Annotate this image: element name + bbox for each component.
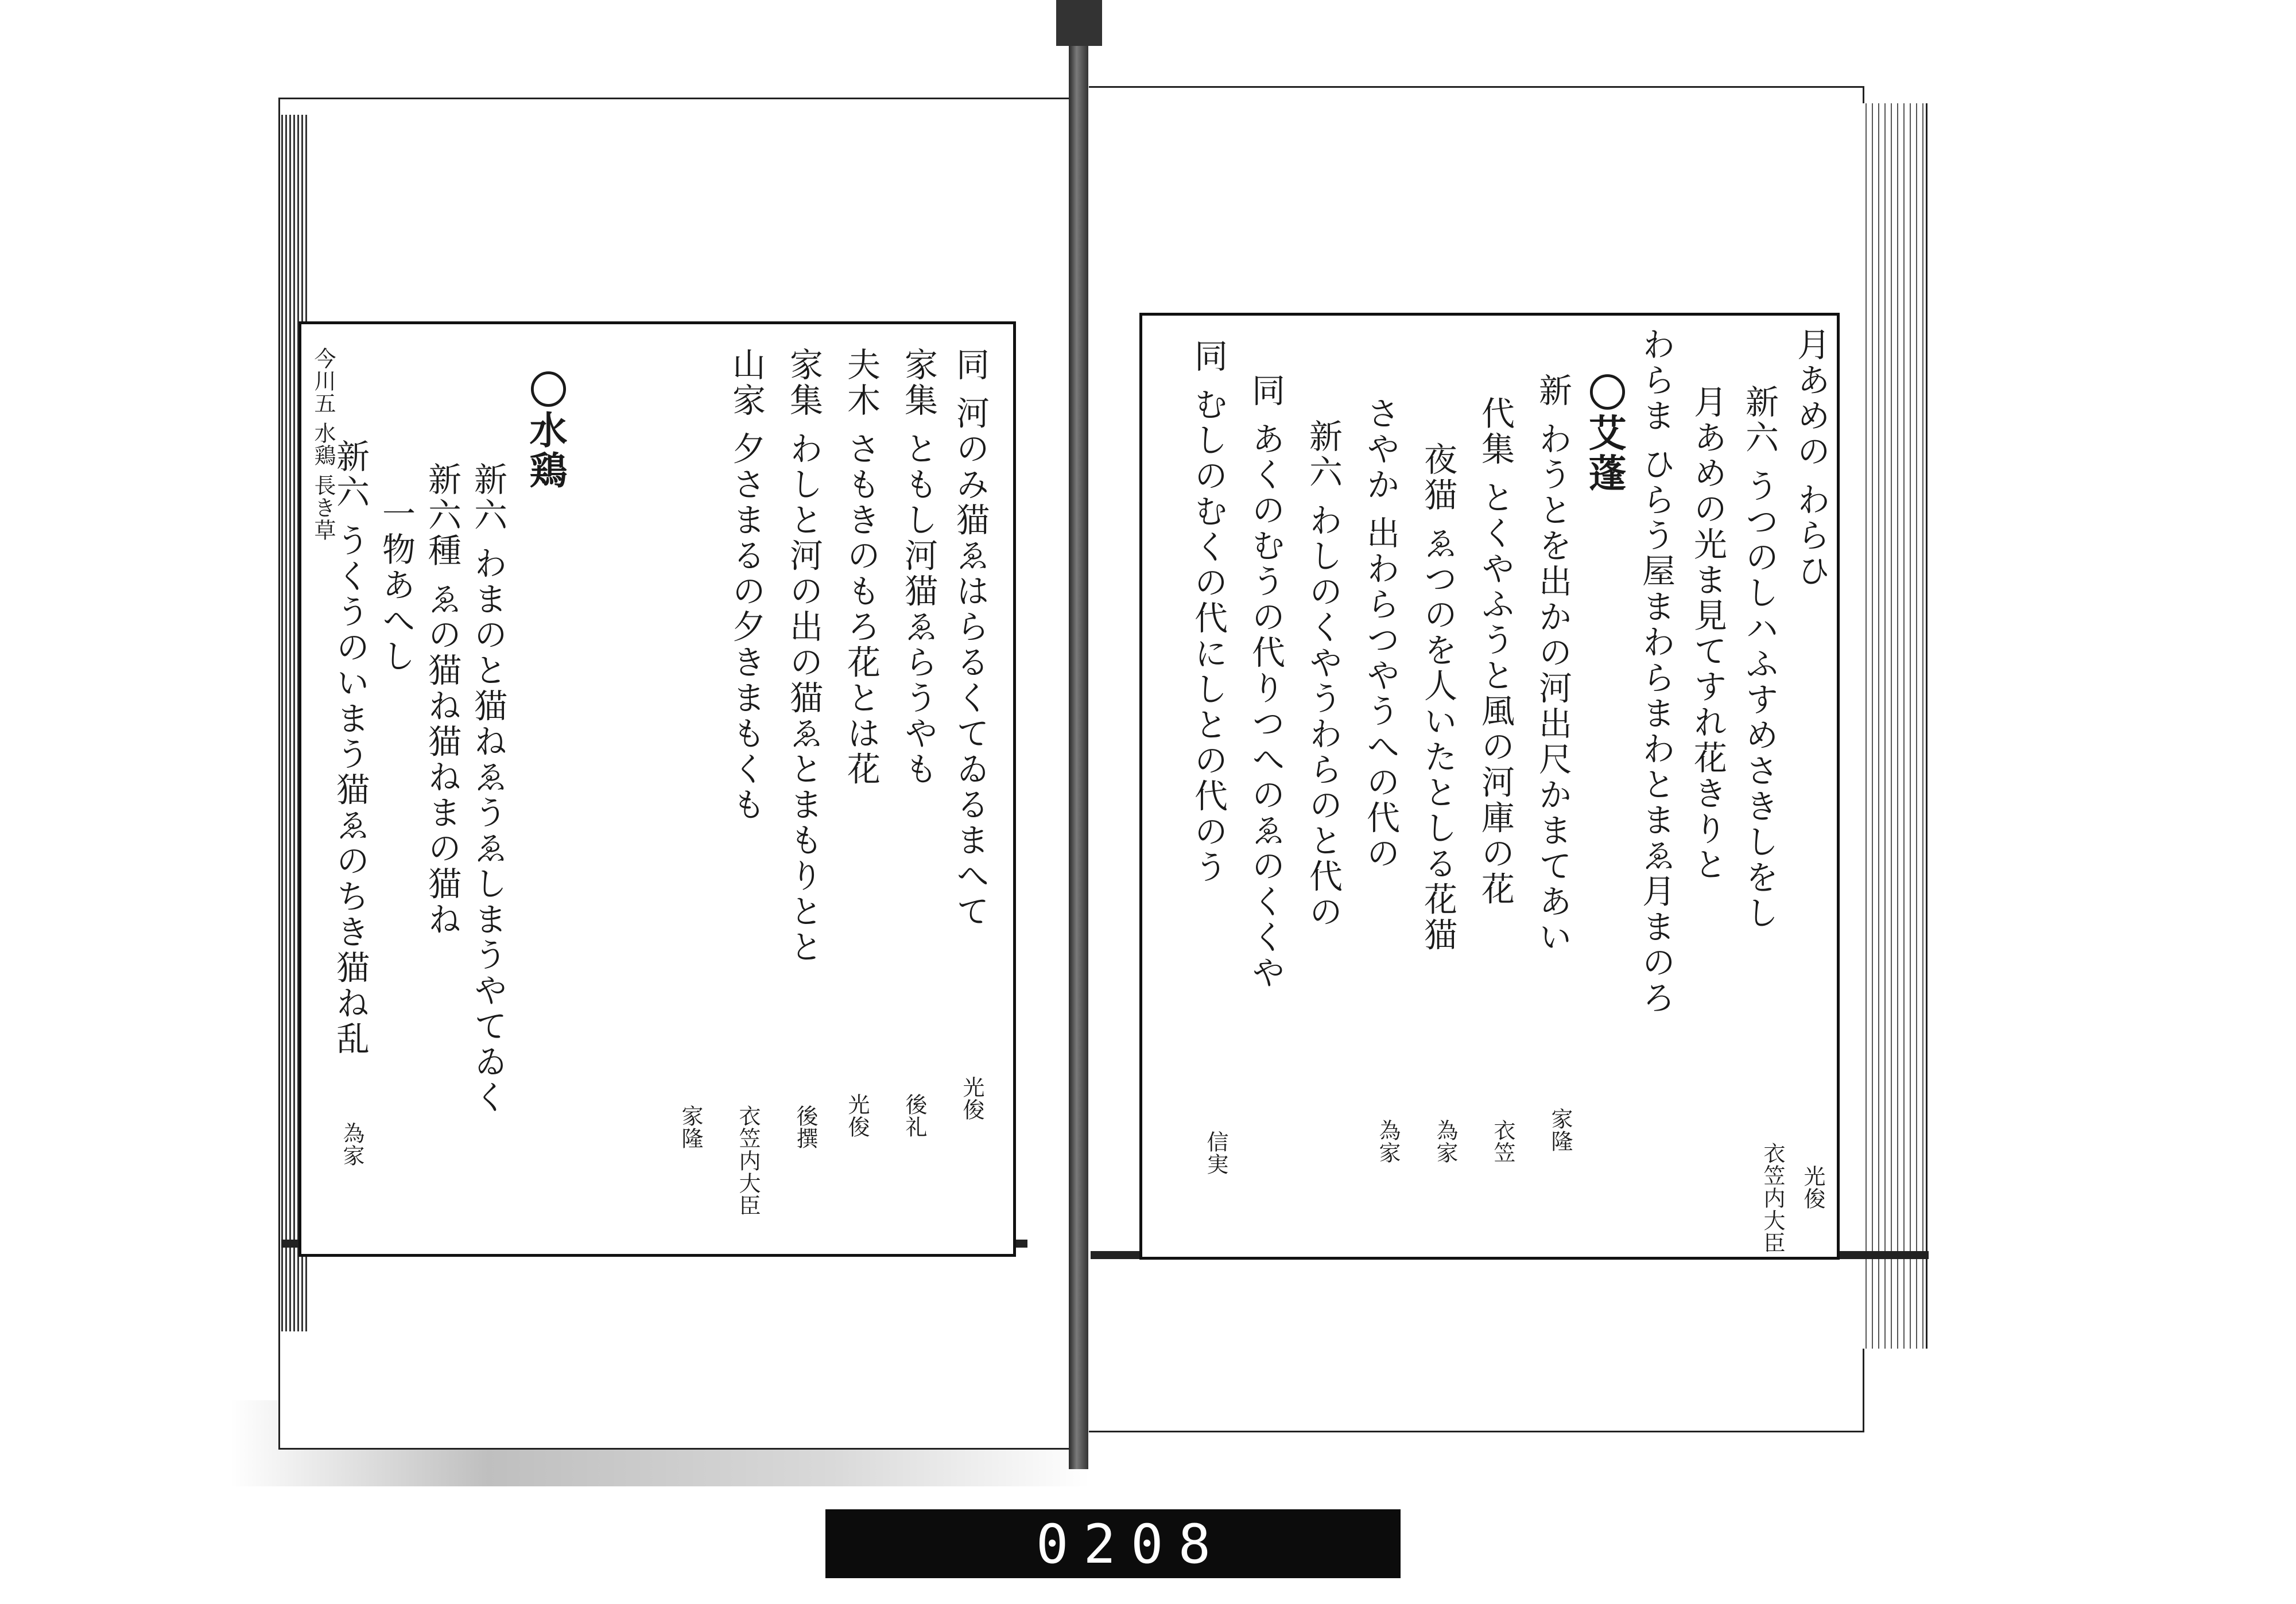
left-author-7: 為家 [339, 1122, 364, 1167]
right-column-2: 新六 うつのしハふすめさきしをし [1740, 385, 1779, 931]
left-author-1: 光俊 [959, 1076, 984, 1121]
right-column-6: 代集 とくやふうと風の河庫の花 [1476, 396, 1515, 907]
right-column-5: 新 わうとを出かの河出尺かまてあい [1533, 373, 1572, 956]
right-column-11: 同 むしのむくの代にしとの代のう [1189, 339, 1228, 885]
right-column-9: 新六 わしのくやうわらのと代の [1304, 419, 1343, 930]
right-author-3: 為家 [1433, 1119, 1458, 1164]
left-text-frame [298, 321, 1016, 1257]
book-gutter [1069, 0, 1088, 1469]
right-author-2: 家隆 [1548, 1108, 1573, 1152]
left-column-3: 夫木 さもきのもろ花とは花 [841, 347, 881, 787]
left-column-4: 家集 わしと河の出の猫ゑとまもりとと [784, 347, 823, 965]
right-column-3: 月あめの光ま見てすれ花きりと [1688, 385, 1727, 883]
right-note-1: 衣笠内大臣 [1760, 1142, 1785, 1254]
right-text-frame [1139, 313, 1840, 1260]
section-title-right: 〇艾蓬 [1582, 373, 1627, 494]
right-column-1: 月あめの わらひ [1791, 327, 1830, 589]
section-title-left: 〇水鶏 [523, 370, 568, 491]
left-author-5: 衣笠内大臣 [735, 1105, 761, 1217]
right-column-7: 夜猫 ゑつのを人いたとしる花猫 [1418, 442, 1457, 953]
left-column-7: 新六種 ゑの猫ね猫ねまの猫ね [422, 462, 461, 938]
left-column-9: 新六 うくうのいまう猫ゑのちき猫ね乱 [331, 439, 370, 1057]
left-author-3: 光俊 [844, 1093, 870, 1138]
left-column-5: 山家 夕さまるの夕きまもくも [727, 347, 766, 823]
left-author-6: 家隆 [678, 1105, 703, 1149]
right-column-8: さやか 出わらつやうへの代の [1361, 396, 1400, 872]
left-column-2: 家集 ともし河猫ゑらうやも [899, 347, 938, 787]
left-author-2: 後礼 [902, 1093, 927, 1138]
margin-header: 今川五 水鶏 長き草 [311, 347, 336, 542]
left-column-8: 一物あへし [377, 496, 416, 674]
book-clip [1056, 0, 1102, 46]
archive-number: 0208 [1035, 1513, 1226, 1576]
left-author-4: 後撰 [793, 1105, 818, 1149]
right-author-5: 信実 [1203, 1131, 1228, 1175]
left-column-6: 新六 わまのと猫ねゑうゑしまうやてゐく [468, 462, 507, 1116]
right-note-2: 衣笠 [1490, 1119, 1515, 1164]
right-author-4: 為家 [1375, 1119, 1401, 1164]
right-column-4: わらま ひらう屋まわらまわとまゑ月まのろ [1636, 327, 1676, 1016]
right-author-1: 光俊 [1800, 1165, 1825, 1210]
left-column-1: 同 河のみ猫ゑはらるくてゐるまへて [951, 347, 990, 930]
right-page-edges [1863, 103, 1927, 1349]
right-column-10: 同 あくのむうの代りつへのゑのくくや [1246, 373, 1285, 991]
